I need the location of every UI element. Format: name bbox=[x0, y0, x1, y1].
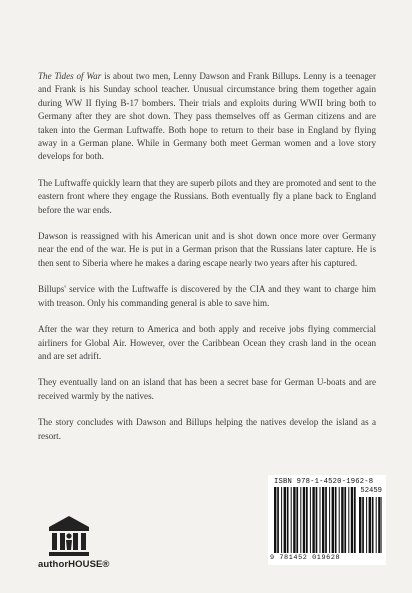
synopsis-paragraph-7: The story concludes with Dawson and Billups helping the natives develop the island as a resort. bbox=[38, 417, 376, 441]
synopsis bbox=[38, 70, 376, 456]
isbn-barcode bbox=[268, 475, 386, 565]
synopsis-paragraph-4: Billups' service with the Luftwaffe is discovered by the CIA and they want to charge him with treason. Only his commanding general is able to save him. bbox=[38, 284, 376, 308]
publisher-name: authorHOUSE® bbox=[38, 559, 110, 570]
synopsis-paragraph-1 bbox=[38, 70, 376, 164]
synopsis-paragraph-5: After the war they return to America and both apply and receive jobs flying commercial airliners for Global Air. However, over the Caribbean Ocean they crash land in the ocean and are set adrift. bbox=[38, 324, 376, 361]
price-barcode-bars bbox=[359, 497, 382, 553]
publisher-logo bbox=[38, 514, 118, 570]
book-title: The Tides of War bbox=[38, 71, 102, 81]
isbn-number: ISBN 978-1-4520-1962-8 bbox=[274, 478, 374, 486]
synopsis-paragraph-3: Dawson is reassigned with his American unit and is shot down once more over Germany near the end of the war. He is put in a German prison that the Russians later capture. He is then sent to Siberia where he makes a daring escape nearly two years after his captured. bbox=[38, 231, 376, 268]
synopsis-paragraph-6: They eventually land on an island that has been a secret base for German U-boats and are received warmly by the natives. bbox=[38, 377, 376, 401]
barcode-bars bbox=[274, 487, 356, 553]
price-code: 52459 bbox=[360, 487, 382, 495]
ean-digits: 9 781452 019628 bbox=[270, 554, 341, 562]
publisher-emblem-icon bbox=[46, 514, 92, 558]
synopsis-paragraph-1-text: is about two men, Lenny Dawson and Frank Billups. Lenny is a teenager and Frank is his Sunday school teacher. Unusual circumstance bring them together again during WW II flying B-17 bombers. Their trials and exploits during WWII bring both to Germany after they are shot down. They pass themselves off as German citizens and are taken into the German Luftwaffe. Both hope to return to their base in England by flying away in a German plane. While in Germany both meet German women and a love story develops for both. bbox=[38, 71, 376, 162]
synopsis-paragraph-2: The Luftwaffe quickly learn that they are superb pilots and they are promoted and sent to the eastern front where they engage the Russians. Both eventually fly a plane back to England before the war ends. bbox=[38, 177, 376, 215]
